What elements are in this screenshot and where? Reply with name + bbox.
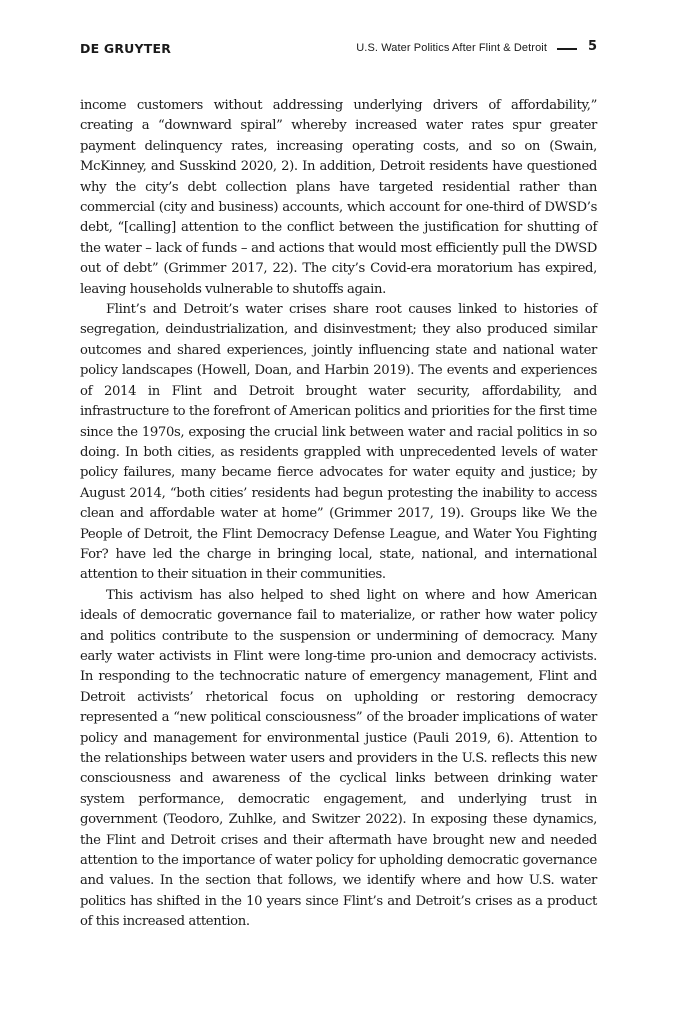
page-number: 5: [587, 39, 597, 54]
paragraph: income customers without addressing underlying drivers of affordability,” creating a “downward spiral” whereby increased water rates spur greater payment delinquency rates, increasing operating costs, and so on (Swain, McKinney, and Susskind 2020, 2). In addition, Detroit residents have questioned why the city’s debt collection plans have targeted residential rather than commercial (city and business) accounts, which account for one-third of DWSD’s debt, “[calling] attention to the conflict between the justification for shutting of the water – lack of funds – and actions that would most efficiently pull the DWSD out of debt” (Grimmer 2017, 22). The city’s Covid-era moratorium has expired, leaving households vulnerable to shutoffs again.: [80, 98, 597, 297]
header-rule: [557, 48, 577, 50]
running-header: [80, 40, 597, 58]
paragraph: Flint’s and Detroit’s water crises share root causes linked to histories of segregation, deindustrialization, and disinvestment; they also produced similar outcomes and shared experiences, jointly influencing state and national water policy landscapes (Howell, Doan, and Harbin 2019). The events and experiences of 2014 in Flint and Detroit brought water security, affordability, and infrastructure to the forefront of American politics and priorities for the first time since the 1970s, exposing the crucial link between water and racial politics in so doing. In both cities, as residents grappled with unprecedented levels of water policy failures, many became fierce advocates for water equity and justice; by August 2014, “both cities’ residents had begun protesting the inability to access clean and affordable water at home” (Grimmer 2017, 19). Groups like We the People of Detroit, the Flint Democracy Defense League, and Water You Fighting For? have led the charge in bringing local, state, national, and international attention to their situation in their communities.: [80, 302, 597, 583]
body-text: [80, 96, 597, 933]
running-title: U.S. Water Politics After Flint & Detroit: [356, 42, 547, 54]
publisher-name: DE GRUYTER: [80, 41, 172, 56]
paragraph: This activism has also helped to shed light on where and how American ideals of democratic governance fail to materialize, or rather how water policy and politics contribute to the suspension or undermining of democracy. Many early water activists in Flint were long-time pro-union and democracy activists. In responding to the technocratic nature of emergency management, Flint and Detroit activists’ rhetorical focus on upholding or restoring democracy represented a “new political consciousness” of the broader implications of water policy and management for environmental justice (Pauli 2019, 6). Attention to the relationships between water users and providers in the U.S. reflects this new consciousness and awareness of the cyclical links between drinking water system performance, democratic engagement, and underlying trust in government (Teodoro, Zuhlke, and Switzer 2022). In exposing these dynamics, the Flint and Detroit crises and their aftermath have brought new and needed attention to the importance of water policy for upholding democratic governance and values. In the section that follows, we identify where and how U.S. water politics has shifted in the 10 years since Flint’s and Detroit’s crises as a product of this increased attention.: [80, 587, 597, 930]
